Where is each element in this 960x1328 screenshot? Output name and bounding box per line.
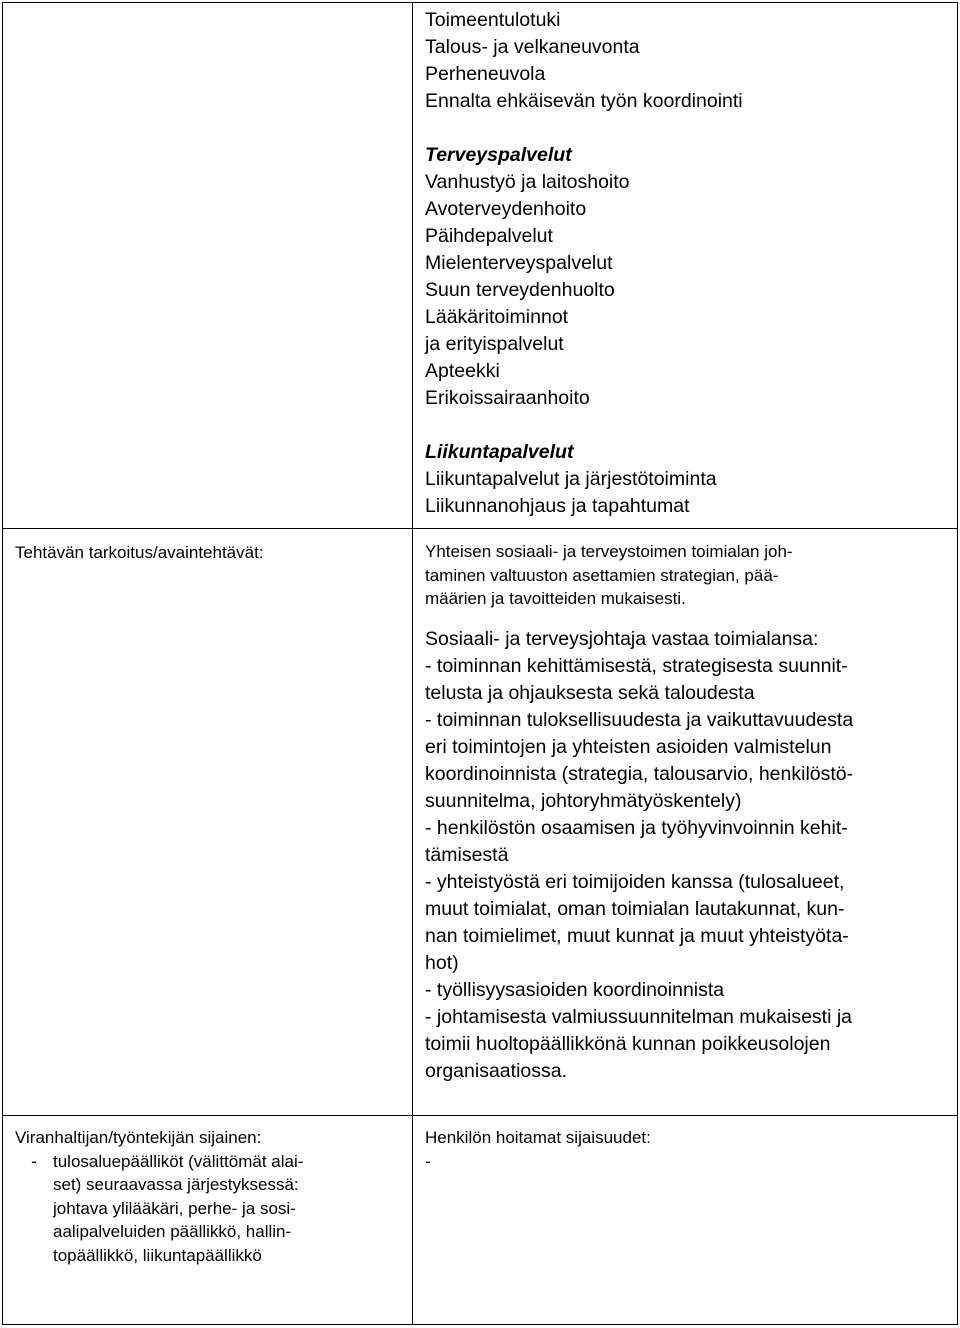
purpose-right-cell	[413, 529, 958, 1116]
unit-group-heading: Liikuntapalvelut	[425, 441, 574, 463]
unit-item: Ennalta ehkäisevän työn koordinointi	[425, 90, 743, 112]
text-line: koordinoinnista (strategia, talousarvio, henkilöstö-	[425, 762, 854, 785]
table-row-units	[3, 3, 958, 529]
unit-item: ja erityispalvelut	[425, 333, 564, 355]
table-row-purpose	[3, 529, 958, 1116]
text-line: tulosaluepäälliköt (välittömät alai-	[53, 1151, 304, 1171]
unit-group-social	[425, 7, 949, 115]
text-line: tämisestä	[425, 843, 509, 866]
unit-item: Avoterveydenhoito	[425, 198, 587, 220]
text-line: - työllisyysasioiden koordinoinnista	[425, 978, 725, 1001]
text-line: muut toimialat, oman toimialan lautakunnat, kun-	[425, 897, 845, 920]
deputy-block	[15, 1126, 404, 1267]
text-line: telusta ja ohjauksesta sekä taloudesta	[425, 681, 755, 704]
unit-item: Suun terveydenhuolto	[425, 279, 615, 301]
unit-item: Liikuntapalvelut ja järjestötoiminta	[425, 468, 717, 490]
text-line: - yhteistyöstä eri toimijoiden kanssa (tulosalueet,	[425, 870, 845, 893]
text-line: - toiminnan kehittämisestä, strategisesta suunnit-	[425, 654, 848, 677]
text-line: eri toimintojen ja yhteisten asioiden valmistelun	[425, 735, 832, 758]
unit-item: Perheneuvola	[425, 63, 546, 85]
unit-item: Vanhustyö ja laitoshoito	[425, 171, 630, 193]
unit-item: Mielenterveyspalvelut	[425, 252, 613, 274]
unit-item: Lääkäritoiminnot	[425, 306, 569, 328]
table-row-deputy	[3, 1116, 958, 1325]
text-line: nan toimielimet, muut kunnat ja muut yhteistyöta-	[425, 924, 849, 947]
unit-item: Toimeentulotuki	[425, 9, 561, 31]
unit-group-sports	[425, 439, 949, 520]
purpose-text	[425, 540, 949, 611]
text-line: Sosiaali- ja terveysjohtaja vastaa toimialansa:	[425, 627, 819, 650]
unit-item: Apteekki	[425, 360, 500, 382]
purpose-left-cell	[3, 529, 413, 1116]
unit-group-heading: Terveyspalvelut	[425, 144, 572, 166]
text-line: - johtamisesta valmiussuunnitelman mukaisesti ja	[425, 1005, 853, 1028]
text-line: - henkilöstön osaamisen ja työhyvinvoinnin kehit-	[425, 816, 848, 839]
text-line: määrien ja tavoitteiden mukaisesti.	[425, 589, 686, 608]
text-line: johtava ylilääkäri, perhe- ja sosi-	[53, 1198, 296, 1218]
duties-text	[425, 626, 949, 1085]
job-description-table	[2, 2, 958, 1325]
unit-item: Liikunnanohjaus ja tapahtumat	[425, 495, 690, 517]
unit-item: Talous- ja velkaneuvonta	[425, 36, 640, 58]
text-line: hot)	[425, 951, 459, 974]
list-dash: -	[31, 1151, 37, 1171]
unit-item: Päihdepalvelut	[425, 225, 553, 247]
substitutes-right-cell	[413, 1116, 958, 1325]
text-line: taminen valtuuston asettamien strategian, pää-	[425, 565, 779, 585]
text-line: suunnitelma, johtoryhmätyöskentely)	[425, 789, 742, 812]
text-line: toimii huoltopäällikkönä kunnan poikkeusolojen	[425, 1032, 831, 1055]
substitutes-value: -	[425, 1151, 431, 1171]
deputy-label: Viranhaltijan/työntekijän sijainen:	[15, 1128, 262, 1147]
purpose-label: Tehtävän tarkoitus/avaintehtävät:	[15, 543, 264, 562]
text-line: organisaatiossa.	[425, 1059, 568, 1082]
deputy-left-cell	[3, 1116, 413, 1325]
substitutes-label: Henkilön hoitamat sijaisuudet:	[425, 1128, 651, 1147]
deputy-list-item	[15, 1150, 404, 1268]
text-line: Yhteisen sosiaali- ja terveystoimen toimialan joh-	[425, 542, 793, 561]
text-line: topäällikkö, liikuntapäällikkö	[53, 1245, 262, 1265]
unit-group-health	[425, 142, 949, 412]
text-line: - toiminnan tuloksellisuudesta ja vaikuttavuudesta	[425, 708, 854, 731]
units-right-cell	[413, 3, 958, 529]
substitutes-block	[425, 1126, 949, 1173]
text-line: aalipalveluiden päällikkö, hallin-	[53, 1222, 292, 1241]
unit-item: Erikoissairaanhoito	[425, 387, 590, 409]
text-line: set) seuraavassa järjestyksessä:	[53, 1175, 299, 1194]
units-left-cell	[3, 3, 413, 529]
